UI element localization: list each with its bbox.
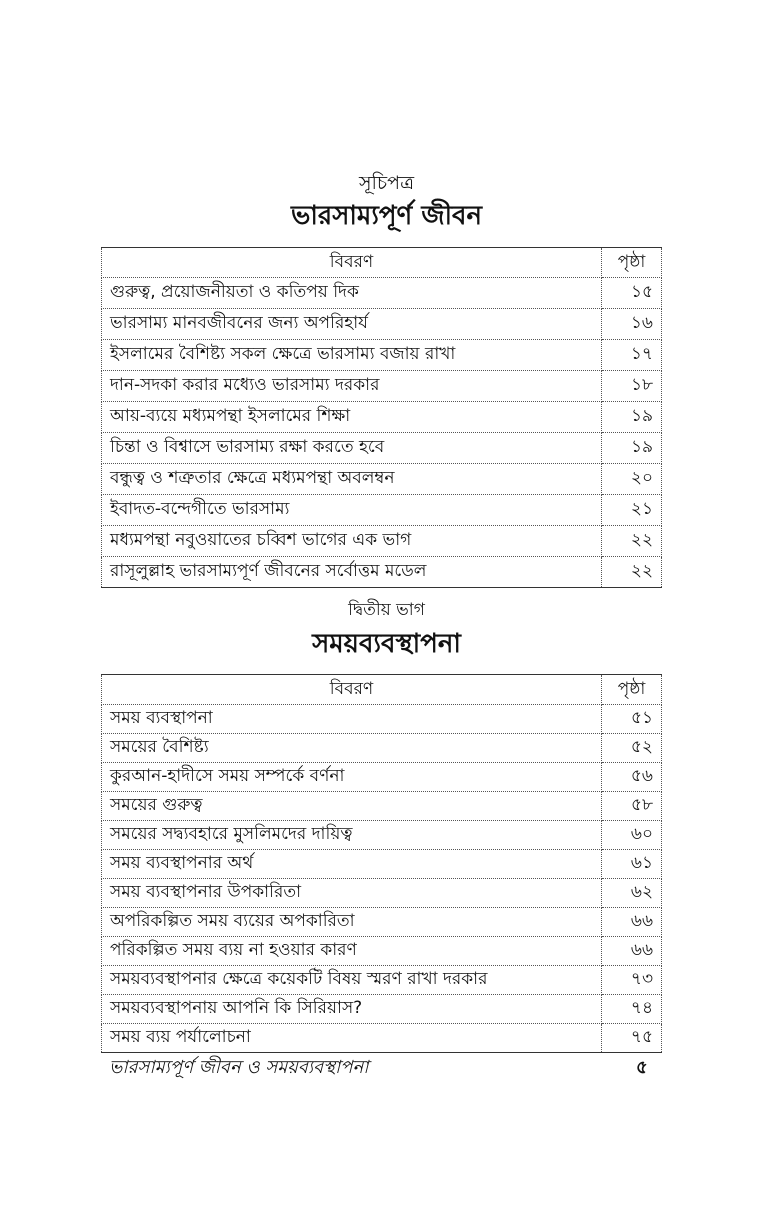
entry-page-number: ৫৮ (602, 792, 662, 821)
table-header-row (102, 248, 662, 278)
column-header-description: বিবরণ (102, 248, 602, 278)
entry-description: সময়ের বৈশিষ্ট্য (102, 734, 602, 763)
table-row (102, 309, 662, 340)
table-row (102, 371, 662, 402)
entry-description: সময়ের গুরুত্ব (102, 792, 602, 821)
entry-description: সময় ব্যয় পর্যালোচনা (102, 1024, 602, 1053)
entry-description: সময় ব্যবস্থাপনার উপকারিতা (102, 879, 602, 908)
entry-description: মধ্যমপন্থা নবুওয়াতের চব্বিশ ভাগের এক ভাগ (102, 526, 602, 557)
table-row (102, 792, 662, 821)
entry-description: সময়ব্যবস্থাপনায় আপনি কি সিরিয়াস? (102, 995, 602, 1024)
entry-description: দান-সদকা করার মধ্যেও ভারসাম্য দরকার (102, 371, 602, 402)
table-row (102, 526, 662, 557)
entry-page-number: ২২ (602, 526, 662, 557)
entry-page-number: ৬২ (602, 879, 662, 908)
table-row (102, 850, 662, 879)
entry-description: ভারসাম্য মানবজীবনের জন্য অপরিহার্য (102, 309, 602, 340)
table-row (102, 879, 662, 908)
entry-page-number: ৭৫ (602, 1024, 662, 1053)
column-header-description: বিবরণ (102, 675, 602, 705)
table-row (102, 495, 662, 526)
entry-page-number: ১৭ (602, 340, 662, 371)
entry-page-number: ১৬ (602, 309, 662, 340)
table-row (102, 402, 662, 433)
entry-description: গুরুত্ব, প্রয়োজনীয়তা ও কতিপয় দিক (102, 278, 602, 309)
table-row (102, 908, 662, 937)
entry-page-number: ২০ (602, 464, 662, 495)
entry-description: বন্ধুত্ব ও শত্রুতার ক্ষেত্রে মধ্যমপন্থা অবলম্বন (102, 464, 602, 495)
entry-description: চিন্তা ও বিশ্বাসে ভারসাম্য রক্ষা করতে হবে (102, 433, 602, 464)
entry-description: অপরিকল্পিত সময় ব্যয়ের অপকারিতা (102, 908, 602, 937)
table-row (102, 278, 662, 309)
entry-description: ইবাদত-বন্দেগীতে ভারসাম্য (102, 495, 602, 526)
entry-page-number: ২১ (602, 495, 662, 526)
entry-description: কুরআন-হাদীসে সময় সম্পর্কে বর্ণনা (102, 763, 602, 792)
toc-heading: সূচিপত্র (358, 172, 415, 194)
entry-description: রাসূলুল্লাহ ভারসাম্যপূর্ণ জীবনের সর্বোত্তম মডেল (102, 557, 602, 588)
table-header-row (102, 675, 662, 705)
entry-page-number: ১৯ (602, 402, 662, 433)
entry-page-number: ৫১ (602, 705, 662, 734)
entry-description: সময় ব্যবস্থাপনা (102, 705, 602, 734)
entry-page-number: ১৮ (602, 371, 662, 402)
entry-page-number: ৫২ (602, 734, 662, 763)
entry-description: সময়ের সদ্ব্যবহারে মুসলিমদের দায়িত্ব (102, 821, 602, 850)
table-row (102, 340, 662, 371)
section2-title: সময়ব্যবস্থাপনা (312, 629, 461, 659)
part-label: দ্বিতীয় ভাগ (348, 600, 425, 620)
toc-table-section1 (101, 247, 662, 588)
table-row (102, 705, 662, 734)
entry-page-number: ৬১ (602, 850, 662, 879)
section1-title: ভারসাম্যপূর্ণ জীবন (290, 201, 483, 231)
table-row (102, 557, 662, 588)
entry-page-number: ৭৩ (602, 966, 662, 995)
entry-page-number: ৫৬ (602, 763, 662, 792)
entry-description: সময় ব্যবস্থাপনার অর্থ (102, 850, 602, 879)
table-row (102, 937, 662, 966)
table-row (102, 966, 662, 995)
entry-page-number: ৭৪ (602, 995, 662, 1024)
entry-page-number: ৬৬ (602, 937, 662, 966)
entry-description: পরিকল্পিত সময় ব্যয় না হওয়ার কারণ (102, 937, 602, 966)
entry-page-number: ১৯ (602, 433, 662, 464)
table-row (102, 433, 662, 464)
entry-page-number: ৬০ (602, 821, 662, 850)
entry-description: সময়ব্যবস্থাপনার ক্ষেত্রে কয়েকটি বিষয় স্মরণ রাখা দরকার (102, 966, 602, 995)
entry-page-number: ৬৬ (602, 908, 662, 937)
table-row (102, 464, 662, 495)
table-row (102, 734, 662, 763)
table-row (102, 995, 662, 1024)
table-row (102, 763, 662, 792)
table-row (102, 1024, 662, 1053)
table-row (102, 821, 662, 850)
running-footer-title: ভারসাম্যপূর্ণ জীবন ও সময়ব্যবস্থাপনা (109, 1057, 369, 1078)
entry-page-number: ২২ (602, 557, 662, 588)
page-number: ৫ (636, 1057, 648, 1078)
entry-description: ইসলামের বৈশিষ্ট্য সকল ক্ষেত্রে ভারসাম্য বজায় রাখা (102, 340, 602, 371)
column-header-page: পৃষ্ঠা (602, 675, 662, 705)
entry-page-number: ১৫ (602, 278, 662, 309)
toc-table-section2 (101, 674, 662, 1053)
column-header-page: পৃষ্ঠা (602, 248, 662, 278)
entry-description: আয়-ব্যয়ে মধ্যমপন্থা ইসলামের শিক্ষা (102, 402, 602, 433)
